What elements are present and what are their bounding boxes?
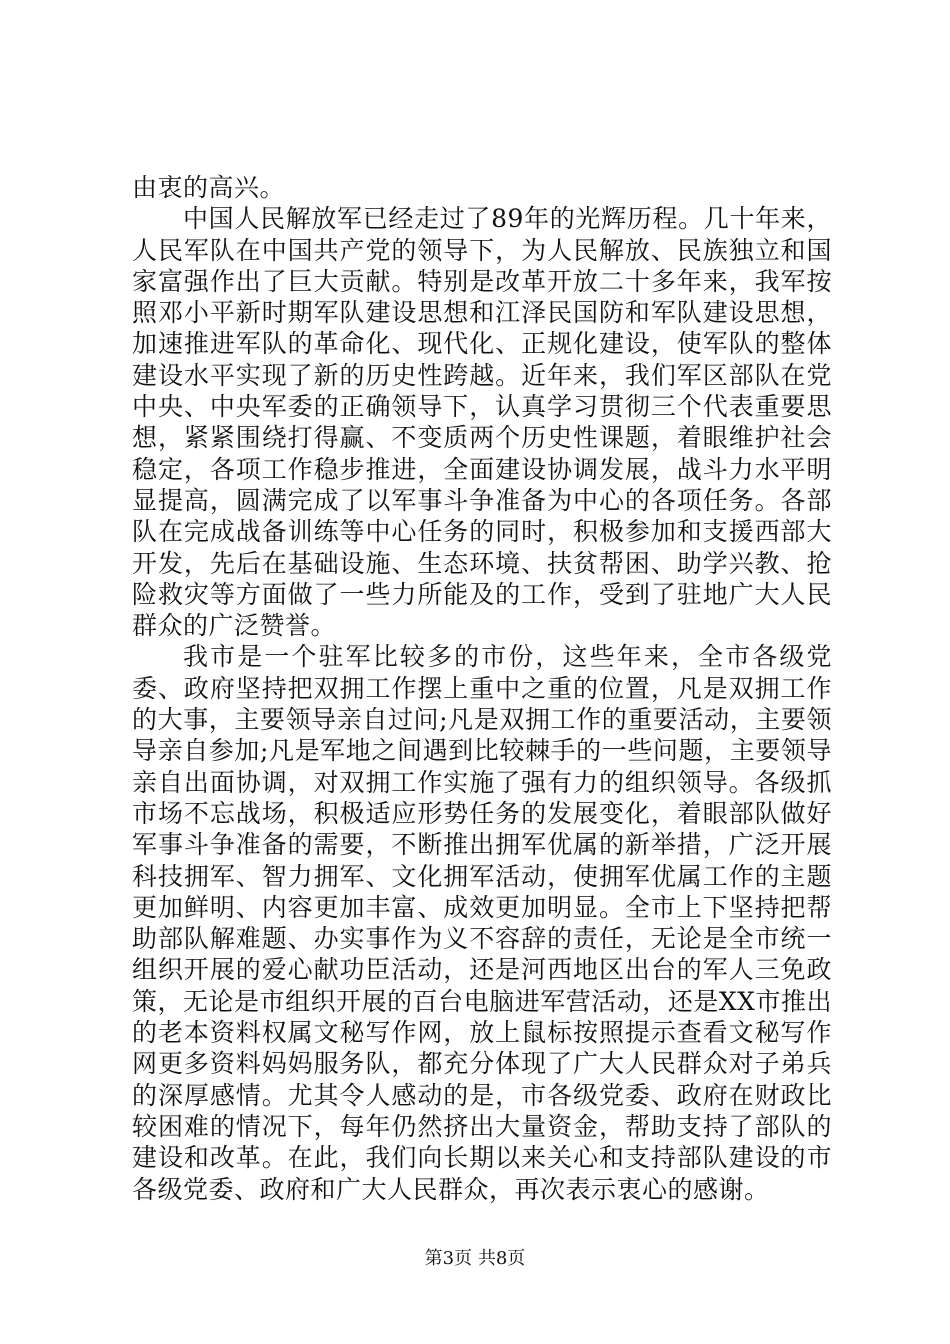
paragraph-city-support: 我市是一个驻军比较多的市份，这些年来，全市各级党委、政府坚持把双拥工作摆上重中之重的位置，凡是双拥工作的大事，主要领导亲自过问;凡是双拥工作的重要活动，主要领导亲自参加;凡是军地之间遇到比较棘手的一些问题，主要领导亲自出面协调，对双拥工作实施了强有力的组织领导。各级抓市场不忘战场，积极适应形势任务的发展变化，着眼部队做好军事斗争准备的需要，不断推出拥军优属的新举措，广泛开展科技拥军、智力拥军、文化拥军活动，使拥军优属工作的主题更加鲜明、内容更加丰富、成效更加明显。全市上下坚持把帮助部队解难题、办实事作为义不容辞的责任，无论是全市统一组织开展的爱心献功臣活动，还是河西地区出台的军人三免政策，无论是市组织开展的百台电脑进军营活动，还是XX市推出的老本资料权属文秘写作网，放上鼠标按照提示查看文秘写作网更多资料妈妈服务队，都充分体现了广大人民群众对子弟兵的深厚感情。尤其令人感动的是，市各级党委、政府在财政比较困难的情况下，每年仍然挤出大量资金，帮助支持了部队的建设和改革。在此，我们向长期以来关心和支持部队建设的市各级党委、政府和广大人民群众，再次表示衷心的感谢。 (132, 642, 832, 1204)
page-number-footer: 第3页 共8页 (424, 1248, 526, 1269)
document-body (132, 172, 832, 1205)
paragraph-continuation: 由衷的高兴。 (132, 173, 286, 202)
paragraph-pla-history: 中国人民解放军已经走过了89年的光辉历程。几十年来，人民军队在中国共产党的领导下，为人民解放、民族独立和国家富强作出了巨大贡献。特别是改革开放二十多年来，我军按照邓小平新时期军队建设思想和江泽民国防和军队建设思想，加速推进军队的革命化、现代化、正规化建设，使军队的整体建设水平实现了新的历史性跨越。近年来，我们军区部队在党中央、中央军委的正确领导下，认真学习贯彻三个代表重要思想，紧紧围绕打得赢、不变质两个历史性课题，着眼维护社会稳定，各项工作稳步推进，全面建设协调发展，战斗力水平明显提高，圆满完成了以军事斗争准备为中心的各项任务。各部队在完成战备训练等中心任务的同时，积极参加和支援西部大开发，先后在基础设施、生态环境、扶贫帮困、助学兴教、抢险救灾等方面做了一些力所能及的工作，受到了驻地广大人民群众的广泛赞誉。 (132, 204, 832, 641)
